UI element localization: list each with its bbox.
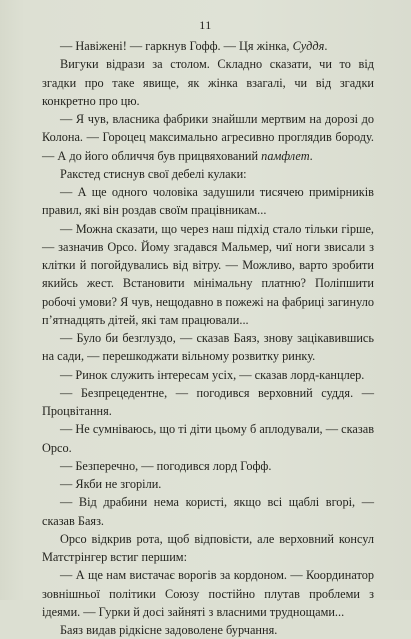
- paragraph: — Навіжені! — гаркнув Гофф. — Ця жінка, Суддя.: [60, 39, 328, 53]
- page-number: 11: [199, 18, 212, 32]
- paragraph: — Я чув, власника фабрики знайшли мертвим на дорозі до Колона. — Гороцец максимально агресивно проглядив бороду. — А до його обличчя був прицвяхований памфлет.: [42, 112, 374, 163]
- paragraph: — Від драбини нема користі, якщо всі щаблі вгорі, — сказав Баяз.: [42, 495, 374, 528]
- body-text: [42, 37, 374, 639]
- paragraph: — Безпрецедентне, — погодився верховний суддя. — Процвітання.: [42, 385, 374, 418]
- paragraph: — А ще нам вистачає ворогів за кордоном. — Координатор зовнішньої політики Союзу постійно плутав проблеми з ідеями. — Гурки й досі зайняті з власними труднощами...: [42, 568, 374, 619]
- paragraph: — Не сумніваюсь, що ті діти цьому б аплодували, — сказав Орсо.: [42, 422, 374, 455]
- paragraph: Ракстед стиснув свої дебелі кулаки:: [60, 166, 247, 181]
- paragraph: Вигуки відрази за столом. Складно сказати, чи то від згадки про таке явище, як жінка взагалі, чи від згадки конкретно про цю.: [42, 57, 374, 108]
- paragraph: Орсо відкрив рота, щоб відповісти, але верховний консул Матстрінгер встиг першим:: [42, 531, 374, 564]
- paragraph: Баяз видав рідкісне задоволене бурчання.: [60, 623, 278, 637]
- paragraph: — Якби не згоріли.: [60, 477, 162, 491]
- paragraph: — Можна сказати, що через наш підхід стало тільки гірше, — зазначив Орсо. Йому згадався Мальмер, чиї ноги звисали з клітки й погойдувались від вітру. — Можливо, варто зробити якийсь жест. Встановити мінімальну платню? Поліпшити робочі умови? Я чув, нещодавно в пожежі на фабриці загинуло п’ятнадцять дітей, які там працювали...: [42, 221, 374, 327]
- paragraph: — Було би безглуздо, — сказав Баяз, знову зацікавившись на сади, — перешкоджати вільному розвитку ринку.: [42, 331, 374, 364]
- paragraph: — А ще одного чоловіка задушили тисячею примірників правил, які він роздав своїм працівникам...: [42, 185, 374, 218]
- paragraph: — Безперечно, — погодився лорд Гофф.: [60, 458, 272, 473]
- paragraph: — Ринок служить інтересам усіх, — сказав лорд-канцлер.: [60, 367, 365, 382]
